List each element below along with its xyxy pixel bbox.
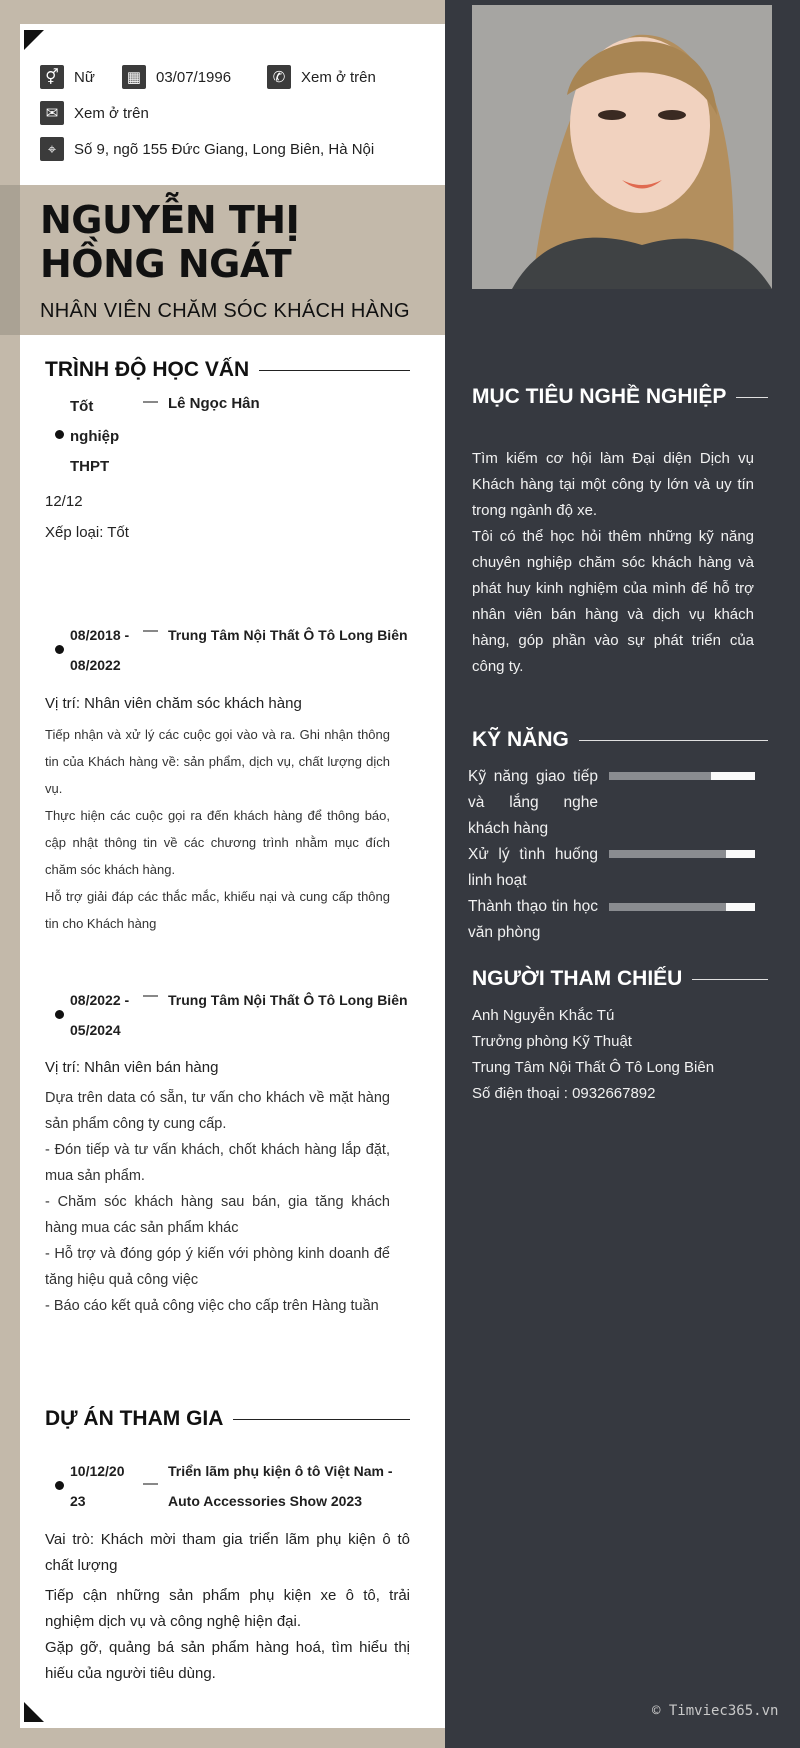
skill-2-label: Xử lý tình huống linh hoạt bbox=[468, 846, 598, 889]
experience-1-period: 08/2018 - 08/2022 bbox=[70, 627, 130, 673]
location-pin-icon: ⌖ bbox=[40, 137, 64, 161]
education-dash: — bbox=[143, 393, 158, 410]
education-title: TRÌNH ĐỘ HỌC VẤN bbox=[45, 358, 410, 382]
full-name: NGUYỄN THỊ HỒNG NGÁT bbox=[40, 198, 300, 286]
experience-1-company: Trung Tâm Nội Thất Ô Tô Long Biên bbox=[168, 627, 408, 643]
skill-1-label: Kỹ năng giao tiếp và lắng nghe khách hàng bbox=[468, 768, 598, 837]
education-grade: 12/12 bbox=[45, 493, 83, 510]
reference-company: Trung Tâm Nội Thất Ô Tô Long Biên bbox=[472, 1059, 715, 1076]
address-value: Số 9, ngõ 155 Đức Giang, Long Biên, Hà Nội bbox=[74, 140, 375, 158]
corner-mark-bottom bbox=[24, 1702, 44, 1722]
footer-copyright: © Timviec365.vn bbox=[652, 1703, 779, 1719]
corner-mark-top bbox=[24, 30, 44, 50]
project-bullet bbox=[55, 1481, 64, 1490]
email-value: Xem ở trên bbox=[74, 104, 149, 122]
experience-2-period: 08/2022 - 05/2024 bbox=[70, 992, 130, 1038]
phone-row bbox=[267, 65, 376, 89]
gender-value: Nữ bbox=[74, 68, 95, 86]
experience-2-company: Trung Tâm Nội Thất Ô Tô Long Biên bbox=[168, 992, 408, 1008]
objective-title: MỤC TIÊU NGHỀ NGHIỆP bbox=[472, 385, 768, 409]
education-school: Lê Ngọc Hân bbox=[168, 395, 260, 412]
experience-1-position: Vị trí: Nhân viên chăm sóc khách hàng bbox=[45, 695, 302, 712]
email-icon: ✉ bbox=[40, 101, 64, 125]
education-rank: Xếp loại: Tốt bbox=[45, 524, 129, 541]
profile-photo bbox=[472, 5, 772, 289]
reference-position: Trưởng phòng Kỹ Thuật bbox=[472, 1033, 632, 1050]
project-date: 10/12/20 23 bbox=[70, 1463, 125, 1509]
experience-1-dash: — bbox=[143, 622, 158, 639]
gender-icon: ⚥ bbox=[40, 65, 64, 89]
phone-icon: ✆ bbox=[267, 65, 291, 89]
gender-row bbox=[40, 65, 95, 89]
email-row bbox=[40, 101, 149, 125]
education-degree: Tốt nghiệp THPT bbox=[70, 398, 120, 475]
experience-2-bullet bbox=[55, 1010, 64, 1019]
experience-1-desc: Tiếp nhận và xử lý các cuộc gọi vào và ra. Ghi nhận thông tin của Khách hàng về: sản phẩm, dịch vụ, chất lượng dịch vụ. Thực hiện các cuộc gọi ra đến khách hàng để thông báo, cập nhật thông tin về các chương trình nhằm mục đích chăm sóc khách hàng. Hỗ trợ giải đáp các thắc mắc, khiếu nại và cung cấp thông tin cho Khách hàng bbox=[45, 727, 390, 931]
experience-2-position: Vị trí: Nhân viên bán hàng bbox=[45, 1059, 219, 1076]
skill-1-bar bbox=[609, 772, 755, 780]
references-title: NGƯỜI THAM CHIẾU bbox=[472, 967, 768, 991]
calendar-icon: ▦ bbox=[122, 65, 146, 89]
skill-3-label: Thành thạo tin học văn phòng bbox=[468, 898, 598, 941]
objective-text: Tìm kiếm cơ hội làm Đại diện Dịch vụ Khách hàng tại một công ty lớn và uy tín trong ngành độ xe. Tôi có thể học hỏi thêm những kỹ năng chuyên nghiệp chăm sóc khách hàng và phát huy kinh nghiệm của mình để hỗ trợ nhân viên bán hàng và dịch vụ khách hàng, góp phần vào sự phát triển của công ty. bbox=[472, 450, 754, 675]
project-role: Vai trò: Khách mời tham gia triển lãm phụ kiện ô tô chất lượng bbox=[45, 1531, 410, 1574]
skills-title: KỸ NĂNG bbox=[472, 728, 768, 752]
reference-phone: Số điện thoại : 0932667892 bbox=[472, 1085, 656, 1102]
project-name: Triển lãm phụ kiện ô tô Việt Nam - Auto Accessories Show 2023 bbox=[168, 1463, 393, 1509]
projects-title: DỰ ÁN THAM GIA bbox=[45, 1407, 410, 1431]
skill-3-bar bbox=[609, 903, 755, 911]
dob-row bbox=[122, 65, 231, 89]
experience-1-bullet bbox=[55, 645, 64, 654]
reference-name: Anh Nguyễn Khắc Tú bbox=[472, 1007, 615, 1024]
job-title: NHÂN VIÊN CHĂM SÓC KHÁCH HÀNG bbox=[40, 300, 410, 322]
experience-2-desc: Dựa trên data có sẵn, tư vấn cho khách về mặt hàng sản phẩm công ty cung cấp. - Đón tiếp và tư vấn khách, chốt khách hàng lắp đặt, mua sản phẩm. - Chăm sóc khách hàng sau bán, gia tăng khách hàng mua các sản phẩm khác - Hỗ trợ và đóng góp ý kiến với phòng kinh doanh để tăng hiệu quả công việc - Báo cáo kết quả công việc cho cấp trên Hàng tuần bbox=[45, 1090, 390, 1314]
education-bullet bbox=[55, 430, 64, 439]
phone-value: Xem ở trên bbox=[301, 68, 376, 86]
project-desc: Tiếp cận những sản phẩm phụ kiện xe ô tô, trải nghiệm dịch vụ và công nghệ hiện đại. Gặp gỡ, quảng bá sản phẩm hàng hoá, tìm hiểu thị hiếu của người tiêu dùng. bbox=[45, 1587, 410, 1682]
dob-value: 03/07/1996 bbox=[156, 68, 232, 86]
address-row bbox=[40, 137, 374, 161]
experience-2-dash: — bbox=[143, 987, 158, 1004]
skill-2-bar bbox=[609, 850, 755, 858]
project-dash: — bbox=[143, 1475, 158, 1492]
